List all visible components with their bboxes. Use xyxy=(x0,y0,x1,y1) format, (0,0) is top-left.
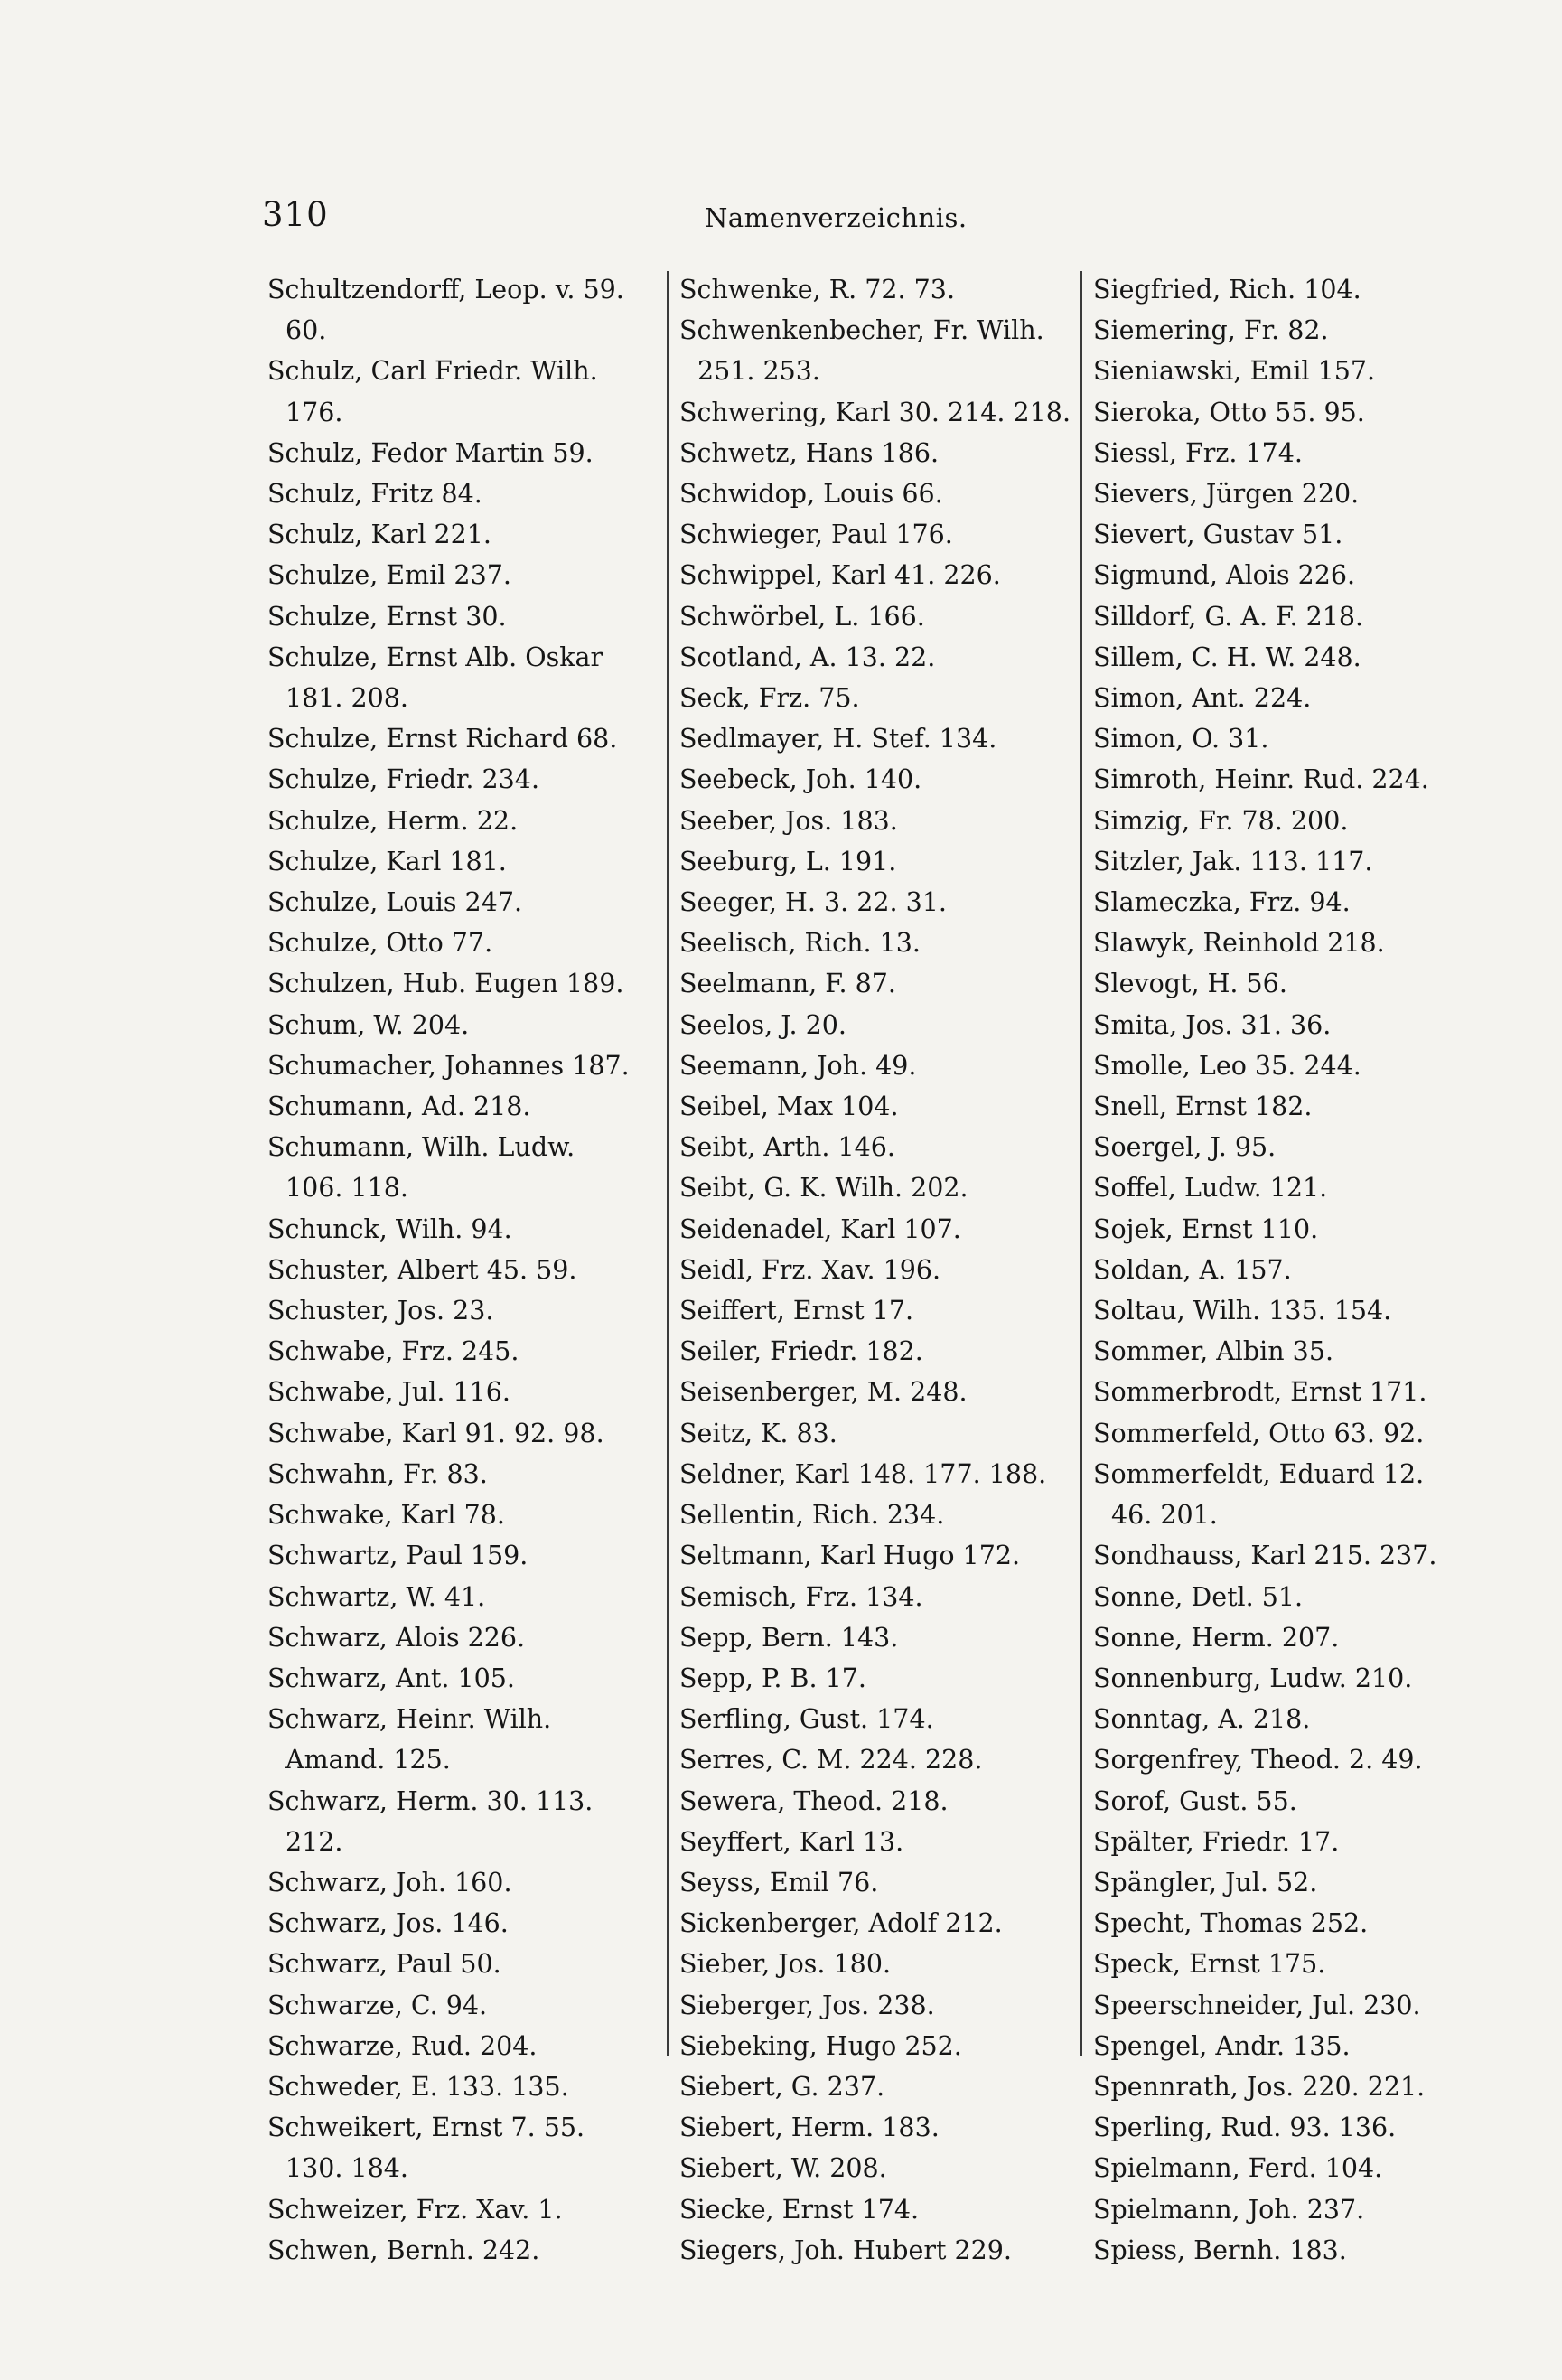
index-entry: Seitz, K. 83. xyxy=(679,1418,837,1448)
index-entry: Schwake, Karl 78. xyxy=(267,1500,505,1531)
index-entry: Spängler, Jul. 52. xyxy=(1093,1867,1318,1897)
index-entry: Sievers, Jürgen 220. xyxy=(1093,479,1360,510)
index-entry: Schulz, Fedor Martin 59. xyxy=(267,437,594,468)
index-entry: Sepp, Bern. 143. xyxy=(679,1622,899,1653)
index-entry: Smita, Jos. 31. 36. xyxy=(1093,1009,1332,1040)
index-entry: Schwetz, Hans 186. xyxy=(679,437,940,468)
index-entry: Siebert, G. 237. xyxy=(679,2071,885,2102)
index-entry: Schwenkenbecher, Fr. Wilh. xyxy=(679,315,1044,346)
index-entry: Sickenberger, Adolf 212. xyxy=(679,1908,1003,1939)
index-entry: Spiess, Bernh. 183. xyxy=(1093,2235,1347,2265)
index-entry: Schwabe, Jul. 116. xyxy=(267,1377,510,1408)
index-entry: Seisenberger, M. 248. xyxy=(679,1377,968,1408)
index-entry: Smolle, Leo 35. 244. xyxy=(1093,1050,1361,1081)
index-entry: Schumann, Ad. 218. xyxy=(267,1092,531,1122)
index-entry: 46. 201. xyxy=(1111,1500,1218,1531)
index-entry: Sewera, Theod. 218. xyxy=(679,1785,949,1816)
index-entry: Schulze, Emil 237. xyxy=(267,560,511,591)
running-title: Namenverzeichnis. xyxy=(705,202,968,233)
index-entry: Seyffert, Karl 13. xyxy=(679,1826,904,1857)
index-entry: 60. xyxy=(285,315,327,346)
index-entry: Simon, Ant. 224. xyxy=(1093,683,1312,714)
index-entry: Seeber, Jos. 183. xyxy=(679,805,898,836)
index-entry: Schwörbel, L. 166. xyxy=(679,601,925,632)
index-entry: Soldan, A. 157. xyxy=(1093,1254,1292,1285)
index-entry: Schum, W. 204. xyxy=(267,1009,470,1040)
index-entry: Schwering, Karl 30. 214. 218. xyxy=(679,397,1071,427)
index-entry: Spengel, Andr. 135. xyxy=(1093,2030,1351,2061)
index-entry: Sonnenburg, Ludw. 210. xyxy=(1093,1663,1413,1693)
index-entry: Seebeck, Joh. 140. xyxy=(679,764,922,795)
index-entry: Seidl, Frz. Xav. 196. xyxy=(679,1254,941,1285)
index-entry: Siebeking, Hugo 252. xyxy=(679,2030,962,2061)
index-entry: 106. 118. xyxy=(285,1173,408,1204)
index-entry: Sommerbrodt, Ernst 171. xyxy=(1093,1377,1427,1408)
index-entry: Schwarz, Paul 50. xyxy=(267,1949,501,1980)
index-entry: Soltau, Wilh. 135. 154. xyxy=(1093,1296,1392,1326)
index-entry: Sondhauss, Karl 215. 237. xyxy=(1093,1541,1437,1571)
index-entry: Sorgenfrey, Theod. 2. 49. xyxy=(1093,1745,1423,1776)
index-entry: Spielmann, Joh. 237. xyxy=(1093,2194,1365,2225)
index-entry: Sepp, P. B. 17. xyxy=(679,1663,866,1693)
index-entry: Speck, Ernst 175. xyxy=(1093,1949,1326,1980)
index-entry: Sellentin, Rich. 234. xyxy=(679,1500,945,1531)
index-entry: Sommer, Albin 35. xyxy=(1093,1336,1334,1367)
index-entry: Sieberger, Jos. 238. xyxy=(679,1990,935,2020)
index-entry: Spälter, Friedr. 17. xyxy=(1093,1826,1340,1857)
index-entry: 130. 184. xyxy=(285,2153,408,2184)
index-entry: Schwarz, Heinr. Wilh. xyxy=(267,1704,552,1735)
index-entry: Schweizer, Frz. Xav. 1. xyxy=(267,2194,563,2225)
index-entry: Sedlmayer, H. Stef. 134. xyxy=(679,724,997,754)
index-entry: Schulze, Ernst 30. xyxy=(267,601,507,632)
index-entry: Silldorf, G. A. F. 218. xyxy=(1093,601,1364,632)
index-entry: Schulze, Otto 77. xyxy=(267,928,493,959)
index-entry: Sitzler, Jak. 113. 117. xyxy=(1093,846,1373,876)
index-entry: Speerschneider, Jul. 230. xyxy=(1093,1990,1421,2020)
index-entry: Schwabe, Frz. 245. xyxy=(267,1336,519,1367)
index-entry: Siessl, Frz. 174. xyxy=(1093,437,1303,468)
index-entry: Seibt, Arth. 146. xyxy=(679,1132,895,1163)
index-entry: Siegers, Joh. Hubert 229. xyxy=(679,2235,1012,2265)
index-entry: Schunck, Wilh. 94. xyxy=(267,1213,512,1244)
index-entry: Seelos, J. 20. xyxy=(679,1009,846,1040)
index-entry: Schulze, Louis 247. xyxy=(267,887,523,918)
index-entry: Schulz, Karl 221. xyxy=(267,520,491,550)
index-entry: Schuster, Albert 45. 59. xyxy=(267,1254,577,1285)
index-entry: Schwidop, Louis 66. xyxy=(679,479,943,510)
index-entry: 176. xyxy=(285,397,343,427)
index-entry: Schwenke, R. 72. 73. xyxy=(679,275,955,305)
index-entry: Siegfried, Rich. 104. xyxy=(1093,275,1361,305)
index-entry: Schwartz, Paul 159. xyxy=(267,1541,528,1571)
index-entry: Scotland, A. 13. 22. xyxy=(679,642,936,672)
column-divider xyxy=(667,271,669,2056)
index-entry: Seelisch, Rich. 13. xyxy=(679,928,921,959)
index-entry: Schweikert, Ernst 7. 55. xyxy=(267,2113,585,2143)
index-entry: Schulz, Carl Friedr. Wilh. xyxy=(267,356,598,387)
index-column-2 xyxy=(679,269,1077,2271)
index-entry: Slevogt, H. 56. xyxy=(1093,969,1287,999)
index-column-3 xyxy=(1093,269,1509,2271)
index-entry: Seibt, G. K. Wilh. 202. xyxy=(679,1173,968,1204)
index-entry: Schweder, E. 133. 135. xyxy=(267,2071,569,2102)
index-entry: Simon, O. 31. xyxy=(1093,724,1269,754)
index-entry: Seldner, Karl 148. 177. 188. xyxy=(679,1458,1047,1489)
index-entry: Schwarze, C. 94. xyxy=(267,1990,488,2020)
index-entry: Schwartz, W. 41. xyxy=(267,1581,486,1612)
index-entry: Schumann, Wilh. Ludw. xyxy=(267,1132,575,1163)
index-entry: Sonne, Detl. 51. xyxy=(1093,1581,1304,1612)
index-entry: Spennrath, Jos. 220. 221. xyxy=(1093,2071,1426,2102)
index-entry: Schwippel, Karl 41. 226. xyxy=(679,560,1001,591)
index-entry: Seltmann, Karl Hugo 172. xyxy=(679,1541,1021,1571)
index-entry: Schwahn, Fr. 83. xyxy=(267,1458,488,1489)
index-entry: Schwarz, Joh. 160. xyxy=(267,1867,512,1897)
index-entry: Seyss, Emil 76. xyxy=(679,1867,879,1897)
index-entry: Sigmund, Alois 226. xyxy=(1093,560,1356,591)
index-entry: Sieber, Jos. 180. xyxy=(679,1949,892,1980)
index-entry: Siebert, W. 208. xyxy=(679,2153,887,2184)
index-entry: Sillem, C. H. W. 248. xyxy=(1093,642,1361,672)
index-entry: Sperling, Rud. 93. 136. xyxy=(1093,2113,1397,2143)
index-entry: Serres, C. M. 224. 228. xyxy=(679,1745,983,1776)
index-entry: Seiffert, Ernst 17. xyxy=(679,1296,914,1326)
index-entry: Schwarz, Alois 226. xyxy=(267,1622,526,1653)
index-entry: Schulzen, Hub. Eugen 189. xyxy=(267,969,624,999)
index-entry: Seibel, Max 104. xyxy=(679,1092,899,1122)
index-entry: Sorof, Gust. 55. xyxy=(1093,1785,1297,1816)
page-number: 310 xyxy=(262,195,329,234)
index-entry: Simroth, Heinr. Rud. 224. xyxy=(1093,764,1429,795)
index-entry: Serfling, Gust. 174. xyxy=(679,1704,934,1735)
index-entry: Schulze, Karl 181. xyxy=(267,846,507,876)
index-entry: Seelmann, F. 87. xyxy=(679,969,896,999)
index-entry: Siecke, Ernst 174. xyxy=(679,2194,920,2225)
index-entry: Simzig, Fr. 78. 200. xyxy=(1093,805,1349,836)
index-entry: Sonntag, A. 218. xyxy=(1093,1704,1311,1735)
index-entry: Schulze, Friedr. 234. xyxy=(267,764,540,795)
index-entry: Sieniawski, Emil 157. xyxy=(1093,356,1376,387)
index-entry: Sievert, Gustav 51. xyxy=(1093,520,1343,550)
index-entry: 181. 208. xyxy=(285,683,408,714)
index-entry: Schulze, Herm. 22. xyxy=(267,805,519,836)
index-entry: Soergel, J. 95. xyxy=(1093,1132,1277,1163)
index-entry: Soffel, Ludw. 121. xyxy=(1093,1173,1328,1204)
index-entry: Schultzendorff, Leop. v. 59. xyxy=(267,275,624,305)
index-entry: 212. xyxy=(285,1826,343,1857)
index-entry: Siemering, Fr. 82. xyxy=(1093,315,1329,346)
index-entry: Sieroka, Otto 55. 95. xyxy=(1093,397,1365,427)
index-entry: Sojek, Ernst 110. xyxy=(1093,1213,1319,1244)
index-entry: Sommerfeldt, Eduard 12. xyxy=(1093,1458,1425,1489)
column-divider xyxy=(1080,271,1082,2056)
index-entry: Seeger, H. 3. 22. 31. xyxy=(679,887,947,918)
page-header xyxy=(0,0,1562,271)
index-entry: Slawyk, Reinhold 218. xyxy=(1093,928,1385,959)
index-entry: Seemann, Joh. 49. xyxy=(679,1050,917,1081)
index-entry: Seiler, Friedr. 182. xyxy=(679,1336,923,1367)
index-entry: Schumacher, Johannes 187. xyxy=(267,1050,630,1081)
index-entry: Semisch, Frz. 134. xyxy=(679,1581,923,1612)
index-entry: Specht, Thomas 252. xyxy=(1093,1908,1369,1939)
index-entry: Schwieger, Paul 176. xyxy=(679,520,953,550)
index-entry: Snell, Ernst 182. xyxy=(1093,1092,1313,1122)
index-entry: Sonne, Herm. 207. xyxy=(1093,1622,1340,1653)
index-entry: Schwarz, Herm. 30. 113. xyxy=(267,1785,594,1816)
index-entry: Spielmann, Ferd. 104. xyxy=(1093,2153,1383,2184)
index-entry: Siebert, Herm. 183. xyxy=(679,2113,940,2143)
index-entry: Schuster, Jos. 23. xyxy=(267,1296,494,1326)
index-entry: Schwen, Bernh. 242. xyxy=(267,2235,540,2265)
index-column-1 xyxy=(267,269,656,2271)
index-entry: Schulz, Fritz 84. xyxy=(267,479,482,510)
index-entry: Schulze, Ernst Alb. Oskar xyxy=(267,642,603,672)
index-entry: Schwarz, Jos. 146. xyxy=(267,1908,509,1939)
index-entry: Schwabe, Karl 91. 92. 98. xyxy=(267,1418,604,1448)
index-entry: Schwarze, Rud. 204. xyxy=(267,2030,538,2061)
index-entry: Amand. 125. xyxy=(285,1745,451,1776)
index-entry: Slameczka, Frz. 94. xyxy=(1093,887,1351,918)
index-entry: Sommerfeld, Otto 63. 92. xyxy=(1093,1418,1425,1448)
index-entry: Seeburg, L. 191. xyxy=(679,846,897,876)
index-entry: Seck, Frz. 75. xyxy=(679,683,860,714)
index-entry: Seidenadel, Karl 107. xyxy=(679,1213,961,1244)
index-entry: 251. 253. xyxy=(697,356,820,387)
index-entry: Schwarz, Ant. 105. xyxy=(267,1663,515,1693)
index-entry: Schulze, Ernst Richard 68. xyxy=(267,724,618,754)
